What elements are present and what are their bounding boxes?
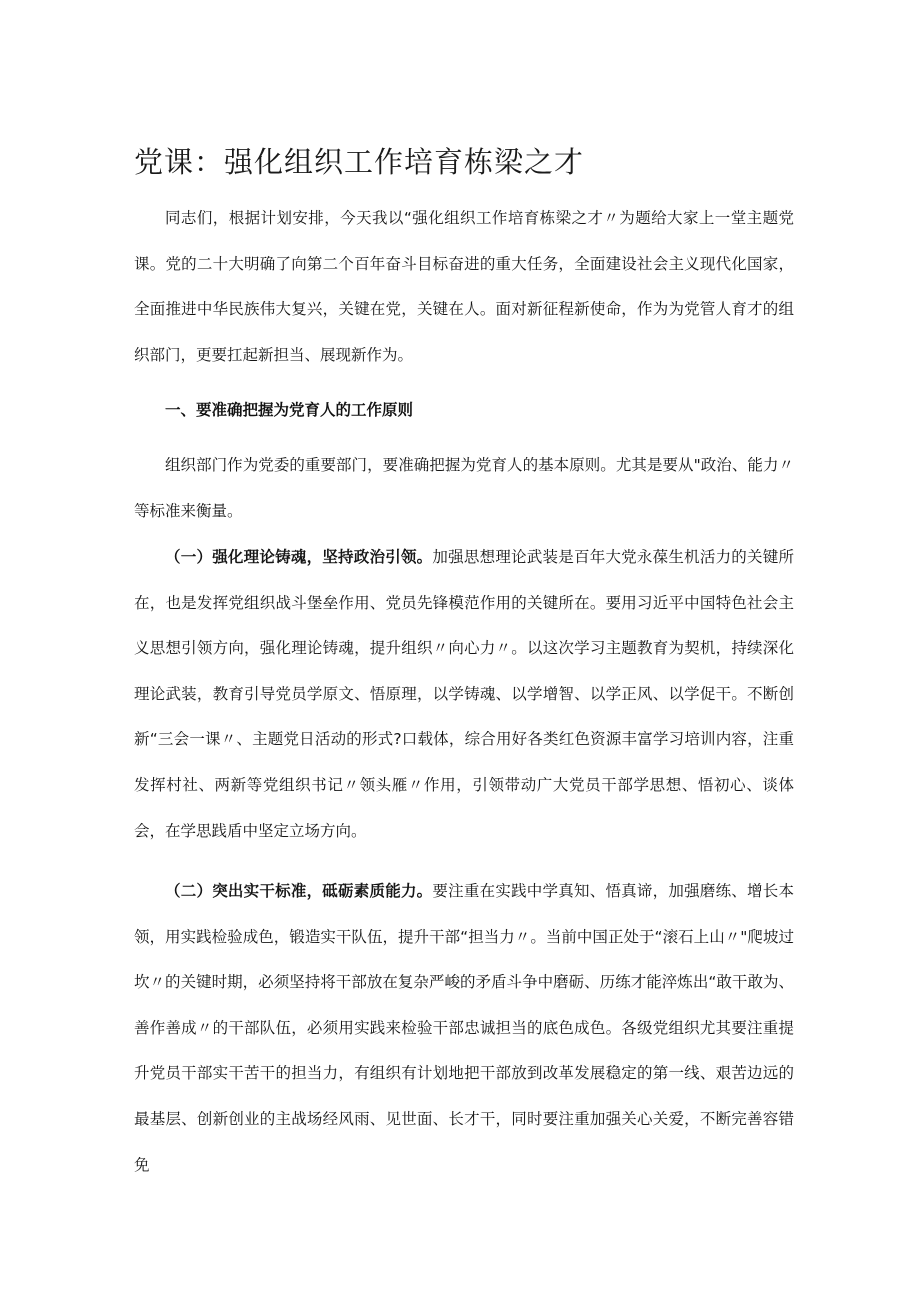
page-title: 党课：强化组织工作培育栋梁之才 [134,145,585,179]
item-2-text: 要注重在实践中学真知、悟真谛，加强磨练、增长本领，用实践检验成色，锻造实干队伍，提升干部“担当力〃。当前中国正处于“滚石上山〃"爬坡过坎〃的关键时期，必须坚持将干部放在复杂严峻的矛盾斗争中磨砺、历练才能淬炼出“敢干敢为、善作善成〃的干部队伍，必须用实践来检验干部忠诚担当的底色成色。各级党组织尤其要注重提升党员干部实干苦干的担当力，有组织有计划地把干部放到改革发展稳定的第一线、艰苦边远的最基层、创新创业的主战场经风雨、见世面、长才干，同时要注重加强关心关爱，不断完善容错免 [134,882,794,1174]
item-2-lead: （二）突出实干标准，砥砺素质能力。 [165,882,433,900]
section-1-intro-paragraph: 组织部门作为党委的重要部门，要准确把握为党育人的基本原则。尤其是要从"政治、能力〃等标准来衡量。 [134,456,794,520]
section-heading-1: 一、要准确把握为党育人的工作原则 [165,401,414,419]
item-1-lead: （一）强化理论铸魂，坚持政治引领。 [165,548,433,566]
item-2-paragraph [134,869,794,1188]
intro-paragraph: 同志们，根据计划安排，今天我以“强化组织工作培育栋梁之才〃为题给大家上一堂主题党课。党的二十大明确了向第二个百年奋斗目标奋进的重大任务，全面建设社会主义现代化国家，全面推进中华民族伟大复兴，关键在党，关键在人。面对新征程新使命，作为为党管人育才的组织部门，更要扛起新担当、展现新作为。 [134,209,794,364]
item-1-paragraph [134,535,794,854]
item-1-text: 加强思想理论武装是百年大党永葆生机活力的关键所在，也是发挥党组织战斗堡垒作用、党员先锋模范作用的关键所在。要用习近平中国特色社会主义思想引领方向，强化理论铸魂，提升组织〃向心力〃。以这次学习主题教育为契机，持续深化理论武装，教育引导党员学原文、悟原理，以学铸魂、以学增智、以学正风、以学促干。不断创新“三会一课〃、主题党日活动的形式?口载体，综合用好各类红色资源丰富学习培训内容，注重发挥村社、两新等党组织书记〃领头雁〃作用，引领带动广大党员干部学思想、悟初心、谈体会，在学思践盾中坚定立场方向。 [134,548,794,840]
